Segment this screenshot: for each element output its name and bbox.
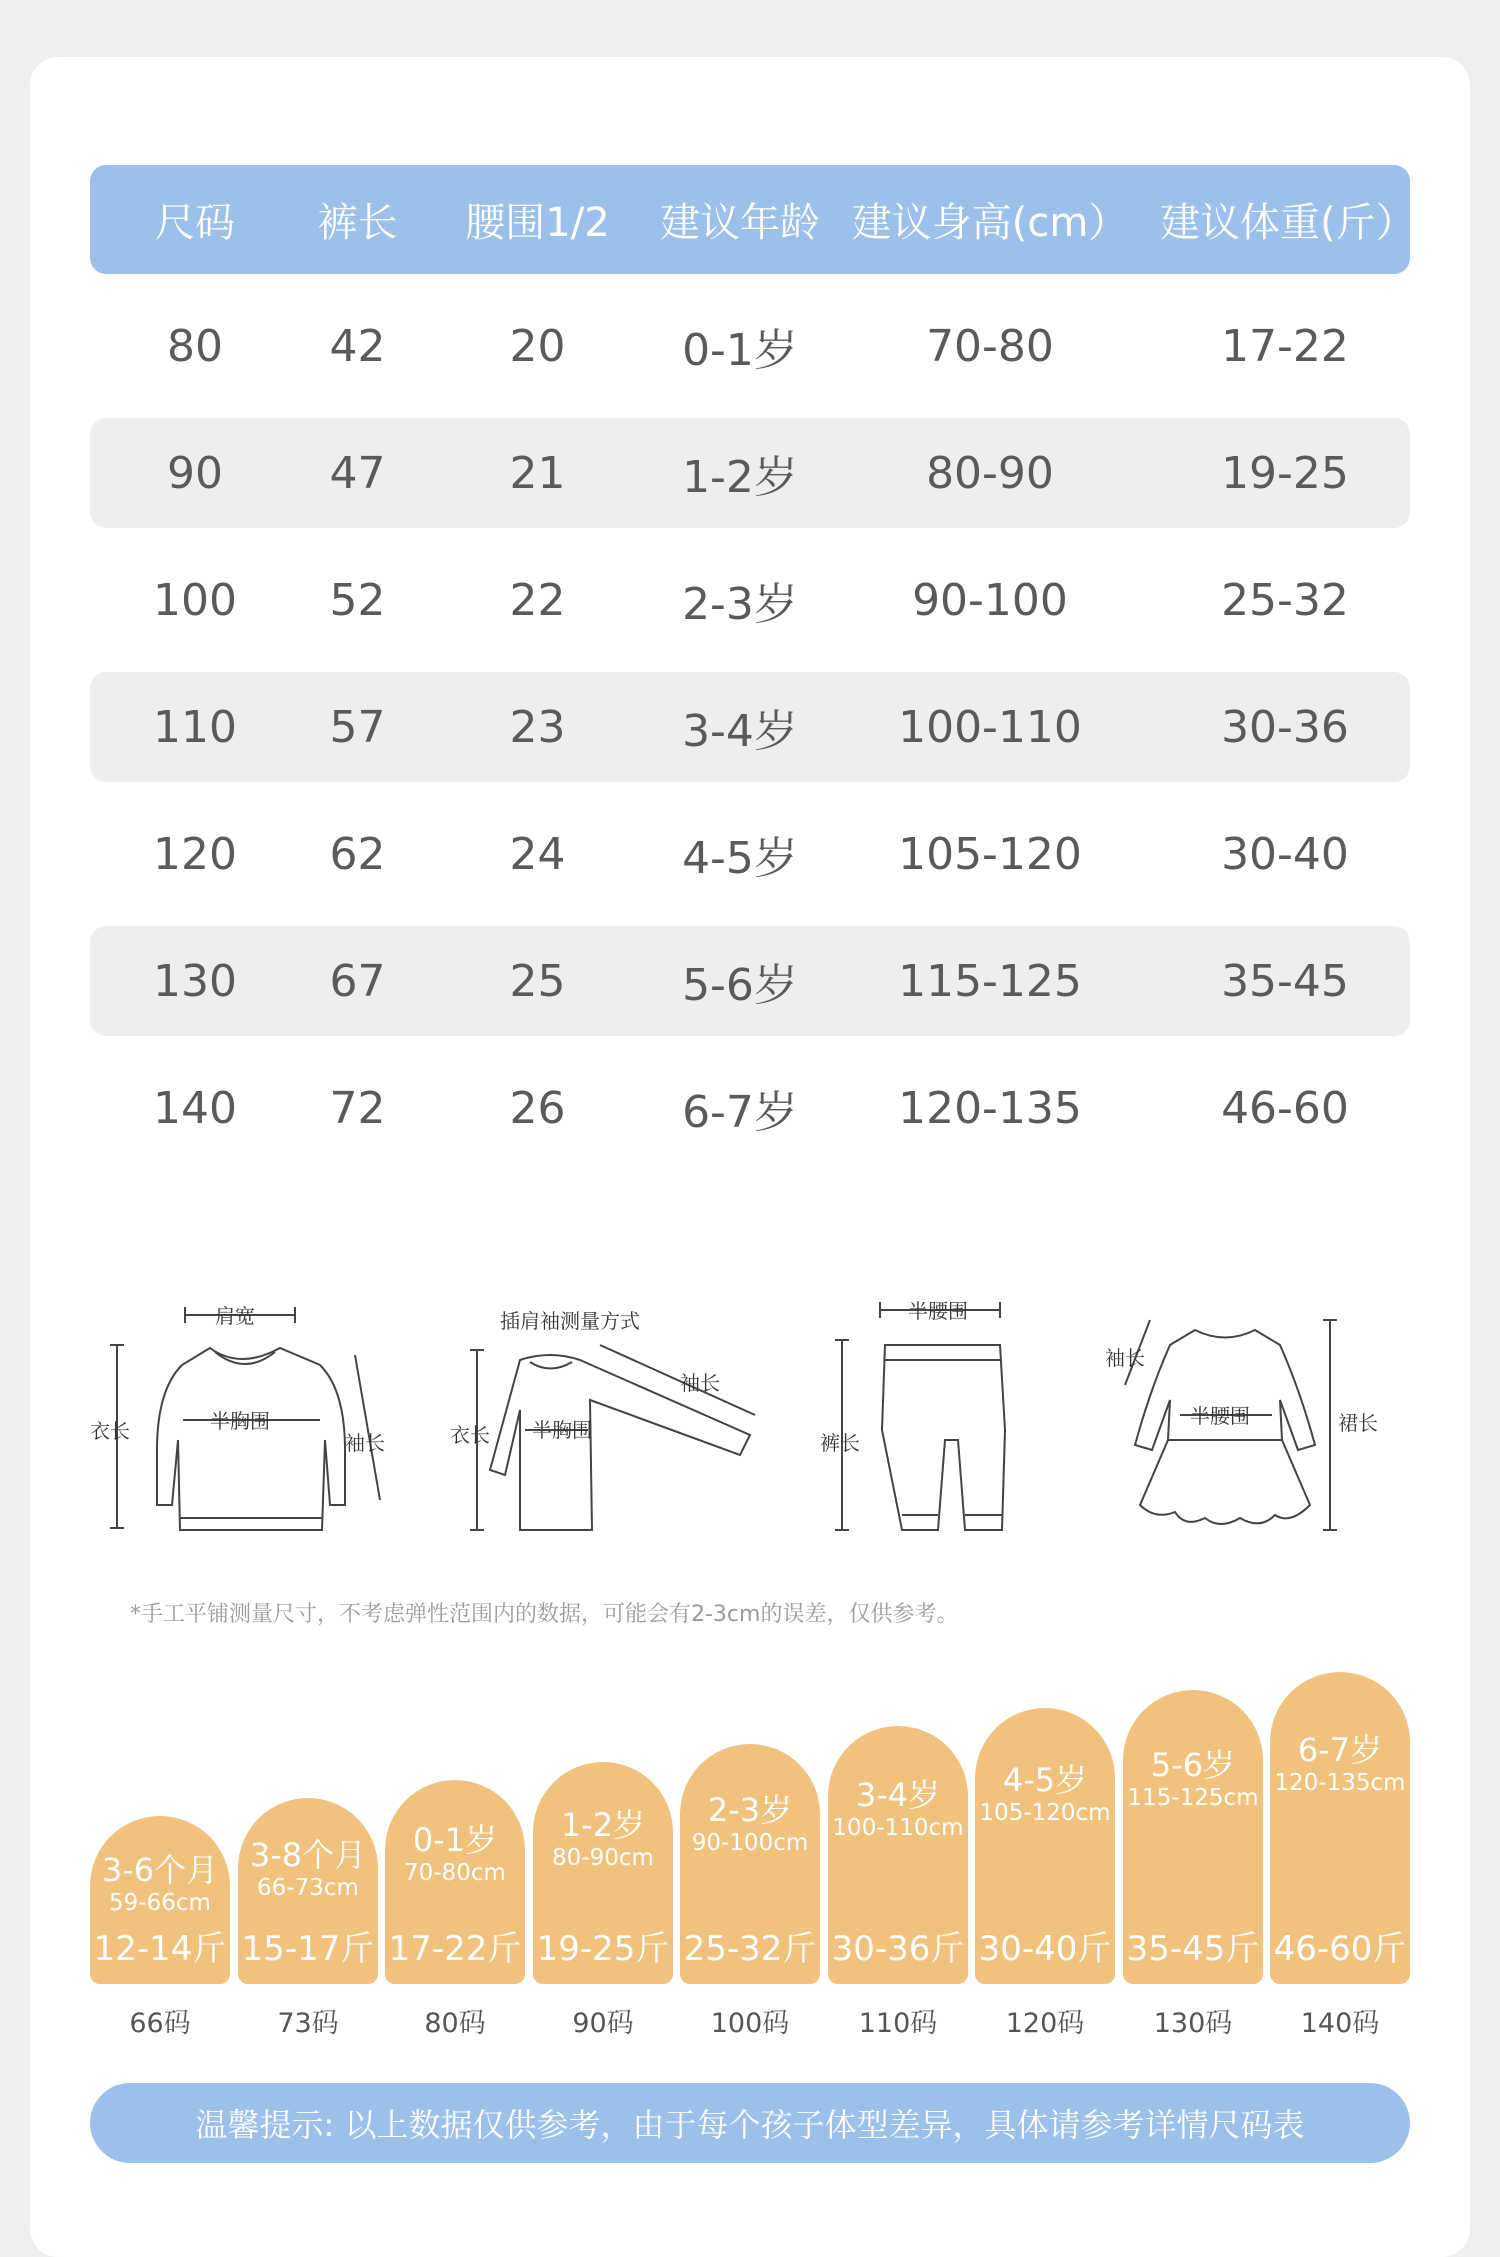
cell-height: 80-90 <box>926 447 1054 499</box>
header-age: 建议年龄 <box>660 200 820 246</box>
cell-pants-length: 52 <box>329 574 386 626</box>
weight-label: 12-14斤 <box>93 1929 227 1969</box>
pants-icon <box>820 1290 1050 1540</box>
label-pants-length: 裤长 <box>820 1431 860 1455</box>
table-header <box>90 165 1416 274</box>
weight-label: 17-22斤 <box>388 1929 522 1969</box>
cell-size: 130 <box>153 955 237 1007</box>
label-raglan-chest: 半胸围 <box>532 1418 592 1442</box>
cell-pants-length: 57 <box>329 701 386 753</box>
height-label: 70-80cm <box>404 1859 506 1886</box>
weight-label: 25-32斤 <box>683 1929 817 1969</box>
table-row <box>90 1053 1410 1163</box>
cell-pants-length: 62 <box>329 828 386 880</box>
measurement-illustrations <box>90 1290 1410 1540</box>
cell-age: 2-3岁 <box>682 579 798 630</box>
size-code-label: 73码 <box>277 2008 339 2039</box>
age-label: 0-1岁 <box>412 1820 498 1859</box>
table-row <box>90 672 1410 782</box>
cell-size: 80 <box>167 320 223 372</box>
size-code-label: 140码 <box>1300 2008 1380 2039</box>
weight-label: 15-17斤 <box>241 1929 375 1969</box>
label-raglan-length: 衣长 <box>450 1423 490 1447</box>
cell-age: 4-5岁 <box>682 833 798 884</box>
age-column <box>1123 1690 1263 2040</box>
cell-height: 70-80 <box>926 320 1054 372</box>
height-label: 105-120cm <box>979 1799 1111 1826</box>
age-column <box>828 1726 968 2040</box>
cell-height: 120-135 <box>898 1082 1082 1134</box>
age-pill <box>1123 1690 1263 1984</box>
height-label: 120-135cm <box>1274 1770 1406 1797</box>
cell-weight: 30-36 <box>1221 701 1349 753</box>
age-pill <box>238 1798 378 1984</box>
header-height: 建议身高(cm） <box>851 200 1129 246</box>
cell-height: 100-110 <box>898 701 1082 753</box>
age-pill <box>533 1762 673 1984</box>
age-column <box>680 1744 820 2040</box>
header-pants-length: 裤长 <box>317 200 398 246</box>
cell-size: 100 <box>153 574 237 626</box>
sweater-illustration <box>90 1290 400 1540</box>
cell-age: 0-1岁 <box>682 325 798 376</box>
age-column <box>1270 1672 1410 2040</box>
age-label: 3-6个月 <box>101 1850 219 1889</box>
raglan-shirt-icon <box>450 1290 790 1540</box>
cell-age: 1-2岁 <box>682 452 798 503</box>
age-pill <box>1270 1672 1410 1984</box>
size-code-label: 66码 <box>129 2008 191 2039</box>
cell-pants-length: 42 <box>329 320 386 372</box>
cell-age: 6-7岁 <box>682 1087 798 1138</box>
height-label: 66-73cm <box>257 1874 359 1901</box>
age-label: 6-7岁 <box>1297 1731 1383 1770</box>
label-sleeve: 袖长 <box>345 1431 385 1455</box>
cell-pants-length: 47 <box>329 447 386 499</box>
label-length: 衣长 <box>90 1419 130 1443</box>
weight-label: 19-25斤 <box>536 1929 670 1969</box>
label-dress-waist: 半腰围 <box>1190 1404 1250 1428</box>
label-shoulder: 肩宽 <box>215 1304 255 1328</box>
age-label: 2-3岁 <box>707 1790 793 1829</box>
cell-weight: 25-32 <box>1221 574 1349 626</box>
cell-size: 90 <box>167 447 223 499</box>
age-column <box>238 1798 378 2040</box>
pants-illustration <box>820 1290 1050 1540</box>
cell-half-waist: 22 <box>509 574 566 626</box>
age-label: 1-2岁 <box>560 1805 646 1844</box>
cell-weight: 19-25 <box>1221 447 1349 499</box>
cell-size: 110 <box>153 701 237 753</box>
age-pill <box>828 1726 968 1984</box>
raglan-illustration <box>450 1290 790 1540</box>
cell-height: 105-120 <box>898 828 1082 880</box>
cell-pants-length: 67 <box>329 955 386 1007</box>
cell-half-waist: 25 <box>509 955 566 1007</box>
size-code-label: 80码 <box>424 2008 486 2039</box>
cell-weight: 35-45 <box>1221 955 1349 1007</box>
age-label: 3-4岁 <box>855 1775 941 1814</box>
table-row <box>90 291 1410 401</box>
header-size: 尺码 <box>155 200 235 246</box>
label-dress-sleeve: 袖长 <box>1105 1346 1145 1370</box>
cell-half-waist: 23 <box>509 701 566 753</box>
table-body <box>90 291 1410 1163</box>
cell-half-waist: 26 <box>509 1082 566 1134</box>
label-chest: 半胸围 <box>210 1409 270 1433</box>
table-row <box>90 799 1410 909</box>
cell-height: 115-125 <box>898 955 1082 1007</box>
age-pill <box>680 1744 820 1984</box>
label-raglan-sleeve: 袖长 <box>680 1371 720 1395</box>
size-code-label: 130码 <box>1153 2008 1233 2039</box>
size-code-label: 100码 <box>710 2008 790 2039</box>
weight-label: 30-40斤 <box>978 1929 1112 1969</box>
age-column <box>385 1780 525 2040</box>
measurement-note: *手工平铺测量尺寸，不考虑弹性范围内的数据，可能会有2-3cm的误差，仅供参考。 <box>130 1602 959 1627</box>
table-row <box>90 926 1410 1036</box>
cell-weight: 46-60 <box>1221 1082 1349 1134</box>
size-code-label: 110码 <box>858 2008 938 2039</box>
cell-pants-length: 72 <box>329 1082 386 1134</box>
cell-size: 140 <box>153 1082 237 1134</box>
height-label: 100-110cm <box>832 1814 964 1841</box>
cell-age: 3-4岁 <box>682 706 798 757</box>
height-label: 115-125cm <box>1127 1784 1259 1811</box>
height-label: 90-100cm <box>691 1829 809 1856</box>
weight-label: 46-60斤 <box>1273 1929 1407 1969</box>
height-label: 59-66cm <box>109 1889 211 1916</box>
age-pill <box>975 1708 1115 1984</box>
age-label: 5-6岁 <box>1150 1745 1236 1784</box>
label-pants-waist: 半腰围 <box>908 1299 968 1323</box>
size-code-label: 120码 <box>1005 2008 1085 2039</box>
weight-label: 35-45斤 <box>1126 1929 1260 1969</box>
header-weight: 建议体重(斤） <box>1160 200 1416 246</box>
cell-size: 120 <box>153 828 237 880</box>
age-pill <box>385 1780 525 1984</box>
size-code-label: 90码 <box>572 2008 634 2039</box>
age-column <box>533 1762 673 2040</box>
cell-half-waist: 21 <box>509 447 566 499</box>
tip-banner: 温馨提示: 以上数据仅供参考，由于每个孩子体型差异，具体请参考详情尺码表 <box>90 2083 1410 2163</box>
height-label: 80-90cm <box>552 1844 654 1871</box>
label-dress-length: 裙长 <box>1338 1411 1378 1435</box>
age-column <box>90 1816 230 2040</box>
weight-label: 30-36斤 <box>831 1929 965 1969</box>
label-raglan-title: 插肩袖测量方式 <box>500 1309 640 1333</box>
age-pill <box>90 1816 230 1984</box>
age-label: 4-5岁 <box>1002 1760 1088 1799</box>
cell-half-waist: 24 <box>509 828 566 880</box>
header-half-waist: 腰围1/2 <box>465 200 610 246</box>
age-size-chart <box>90 1660 1410 2040</box>
cell-weight: 17-22 <box>1221 320 1349 372</box>
cell-height: 90-100 <box>912 574 1068 626</box>
sweater-icon <box>90 1290 400 1540</box>
age-label: 3-8个月 <box>249 1835 367 1874</box>
dress-illustration <box>1090 1290 1410 1540</box>
table-row <box>90 545 1410 655</box>
age-column <box>975 1708 1115 2040</box>
cell-weight: 30-40 <box>1221 828 1349 880</box>
cell-half-waist: 20 <box>509 320 566 372</box>
cell-age: 5-6岁 <box>682 960 798 1011</box>
size-table <box>90 165 1416 1163</box>
table-row <box>90 418 1410 528</box>
dress-icon <box>1090 1290 1410 1540</box>
